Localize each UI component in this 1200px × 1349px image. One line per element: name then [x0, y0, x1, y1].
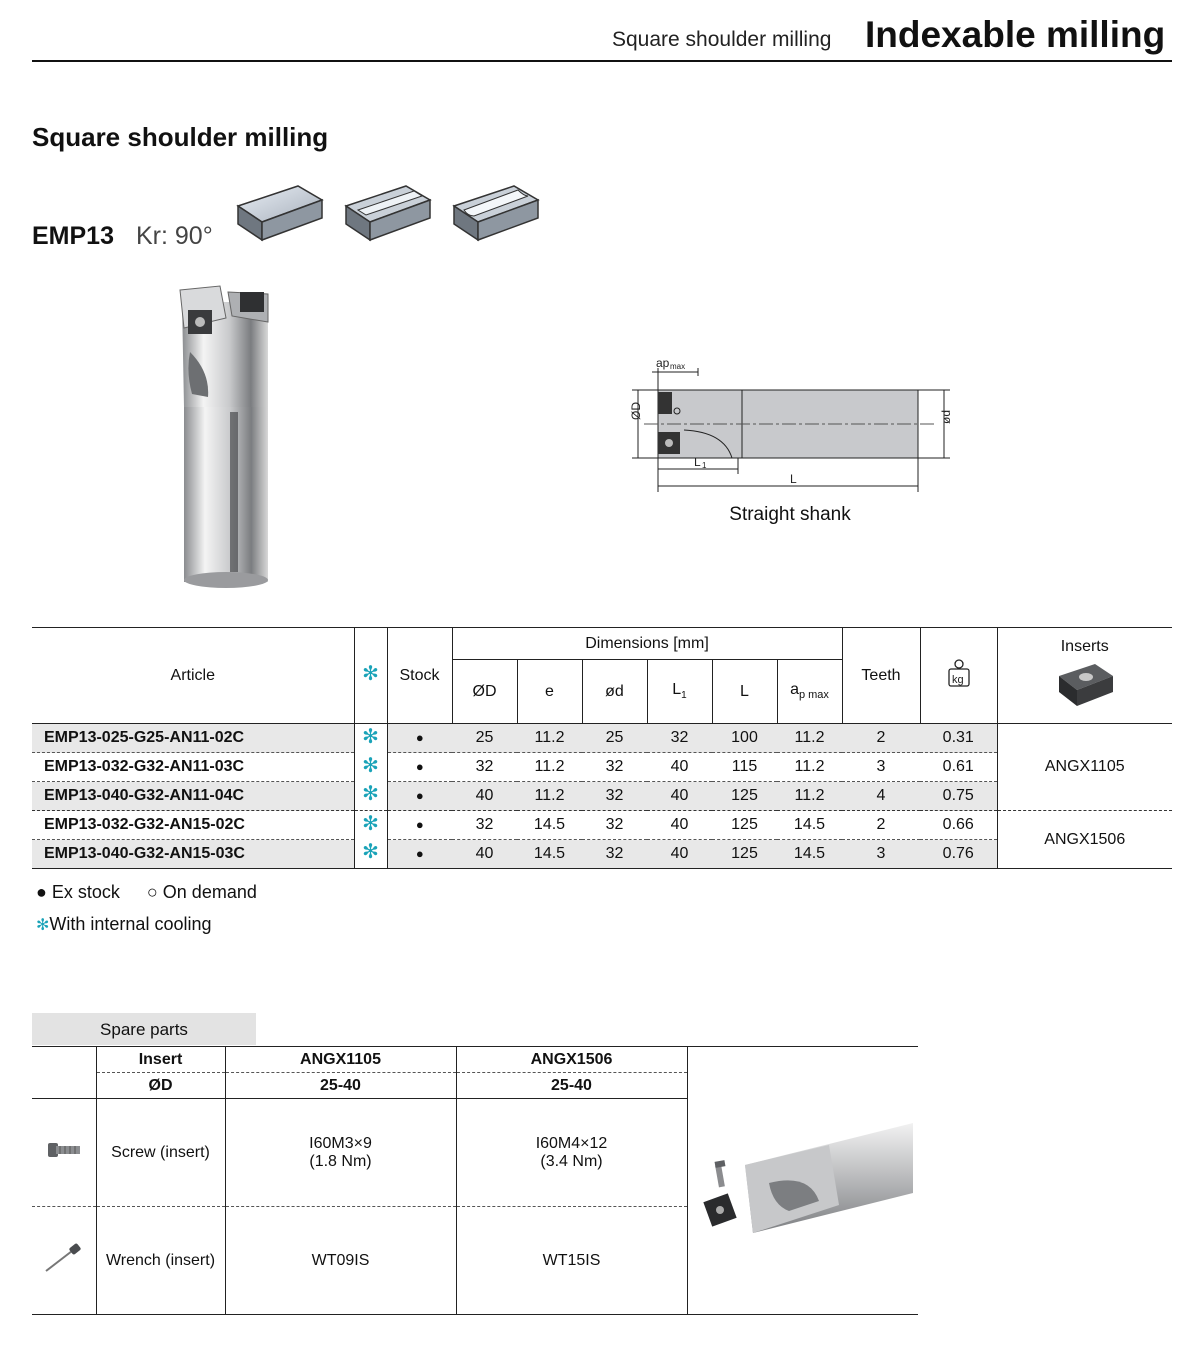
stock-cell [387, 753, 452, 782]
col-dimensions: Dimensions [mm] [452, 628, 842, 660]
slot-block-icon [452, 182, 542, 244]
weight-cell: 0.76 [920, 840, 997, 869]
stock-dot-icon: ● [415, 817, 424, 832]
L1-cell: 40 [647, 840, 712, 869]
teeth-cell: 3 [842, 840, 920, 869]
range-col-2: 25-40 [456, 1073, 687, 1099]
col-weight [920, 628, 997, 724]
cooling-icon: ✻ [362, 783, 379, 806]
teeth-cell: 2 [842, 811, 920, 840]
cooling-icon: ✻ [362, 663, 379, 685]
table-row [32, 724, 1172, 753]
D-cell: 32 [452, 753, 517, 782]
D-cell: 40 [452, 782, 517, 811]
stock-dot-icon: ● [415, 846, 424, 861]
col-L1 [647, 660, 712, 724]
article-table [32, 627, 1172, 869]
L1-cell: 40 [647, 811, 712, 840]
tool-drawing [614, 352, 954, 492]
wrench-icon [42, 1241, 86, 1275]
flat-block-icon [236, 182, 326, 244]
weight-cell: 0.61 [920, 753, 997, 782]
article-cell: EMP13-025-G25-AN11-02C [32, 724, 354, 753]
teeth-cell: 2 [842, 724, 920, 753]
stock-cell [387, 724, 452, 753]
L1-sub-label: 1 [702, 461, 707, 470]
L-cell: 125 [712, 811, 777, 840]
col-L1-label: L [672, 681, 682, 699]
ap-cell: 11.2 [777, 782, 842, 811]
stock-dot-icon: ● [415, 788, 424, 803]
D-cell: 32 [452, 811, 517, 840]
cooling-icon: ✻ [362, 725, 379, 748]
D-label: ØD [629, 402, 643, 420]
range-col-1: 25-40 [225, 1073, 456, 1099]
screw-part-2: I60M4×12 [535, 1134, 608, 1152]
cooling-cell [354, 724, 387, 753]
col-cooling [354, 628, 387, 724]
on-demand-legend: ○ On demand [146, 882, 257, 902]
cooling-icon: ✻ [36, 917, 50, 934]
col-D: ØD [452, 660, 517, 724]
d-label: ØD [96, 1073, 225, 1099]
col-ap-sub: p max [798, 689, 829, 702]
cooling-legend [36, 914, 212, 935]
article-cell: EMP13-040-G32-AN15-03C [32, 840, 354, 869]
article-cell: EMP13-032-G32-AN11-03C [32, 753, 354, 782]
col-teeth: Teeth [842, 628, 920, 724]
insert-group-cell: ANGX1105 [997, 724, 1172, 811]
L-cell: 125 [712, 782, 777, 811]
article-cell: EMP13-032-G32-AN15-02C [32, 811, 354, 840]
section-title: Square shoulder milling [32, 122, 329, 152]
L1-cell: 40 [647, 782, 712, 811]
teeth-cell: 4 [842, 782, 920, 811]
e-cell: 11.2 [517, 782, 582, 811]
stock-dot-icon: ● [415, 730, 424, 745]
d-cell: 32 [582, 782, 647, 811]
spare-parts-tab: Spare parts [32, 1013, 256, 1045]
col-d: ød [582, 660, 647, 724]
spare-parts-table [32, 1046, 918, 1315]
screw-icon-cell [32, 1099, 96, 1207]
e-cell: 14.5 [517, 840, 582, 869]
header-subtitle: Square shoulder milling [612, 28, 832, 51]
screw-torque-1: (1.8 Nm) [309, 1152, 372, 1170]
col-inserts [997, 628, 1172, 724]
insert-photo [1055, 662, 1115, 708]
d-cell: 25 [582, 724, 647, 753]
cooling-cell [354, 840, 387, 869]
weight-cell: 0.75 [920, 782, 997, 811]
step-block-icon [344, 182, 434, 244]
weight-icon-text: kg [951, 674, 964, 686]
cooling-cell [354, 782, 387, 811]
wrench-col-2: WT15IS [456, 1207, 687, 1315]
L1-cell: 32 [647, 724, 712, 753]
insert-col-1: ANGX1105 [225, 1047, 456, 1073]
ap-cell: 14.5 [777, 811, 842, 840]
e-cell: 11.2 [517, 753, 582, 782]
e-cell: 11.2 [517, 724, 582, 753]
D-cell: 25 [452, 724, 517, 753]
L-cell: 125 [712, 840, 777, 869]
screw-col-2 [456, 1099, 687, 1207]
inserts-header-label: Inserts [1060, 638, 1109, 655]
cooling-cell [354, 811, 387, 840]
ap-cell: 14.5 [777, 840, 842, 869]
spare-photo-cell [687, 1047, 918, 1315]
model-name: EMP13 [32, 222, 114, 250]
insert-group-cell: ANGX1506 [997, 811, 1172, 869]
screw-torque-2: (3.4 Nm) [540, 1152, 603, 1170]
header-rule [32, 60, 1172, 62]
end-mill-photo [170, 282, 280, 590]
stock-cell [387, 840, 452, 869]
d-label: ød [939, 409, 953, 424]
screw-label: Screw (insert) [96, 1099, 225, 1207]
weight-cell: 0.66 [920, 811, 997, 840]
header-title: Indexable milling [865, 14, 1166, 55]
stock-dot-icon: ● [415, 759, 424, 774]
wrench-label: Wrench (insert) [96, 1207, 225, 1315]
L1-cell: 40 [647, 753, 712, 782]
weight-icon [947, 658, 971, 688]
tool-assembly-photo [689, 1093, 917, 1263]
d-cell: 32 [582, 811, 647, 840]
D-cell: 40 [452, 840, 517, 869]
ap-cell: 11.2 [777, 724, 842, 753]
ap-label: ap [656, 356, 670, 370]
col-e: e [517, 660, 582, 724]
teeth-cell: 3 [842, 753, 920, 782]
drawing-caption: Straight shank [729, 504, 851, 525]
screw-icon [44, 1135, 84, 1165]
L-cell: 100 [712, 724, 777, 753]
cooling-legend-text: With internal cooling [49, 914, 212, 934]
e-cell: 14.5 [517, 811, 582, 840]
L1-label: L [694, 455, 701, 469]
col-ap [777, 660, 842, 724]
L-cell: 115 [712, 753, 777, 782]
col-article: Article [32, 628, 354, 724]
insert-col-2: ANGX1506 [456, 1047, 687, 1073]
ap-cell: 11.2 [777, 753, 842, 782]
stock-legend [36, 882, 279, 903]
d-cell: 32 [582, 753, 647, 782]
col-L: L [712, 660, 777, 724]
col-stock: Stock [387, 628, 452, 724]
stock-cell [387, 782, 452, 811]
table-row [32, 811, 1172, 840]
article-cell: EMP13-040-G32-AN11-04C [32, 782, 354, 811]
d-cell: 32 [582, 840, 647, 869]
stock-cell [387, 811, 452, 840]
wrench-icon-cell [32, 1207, 96, 1315]
L-label: L [790, 472, 797, 486]
cooling-cell [354, 753, 387, 782]
screw-part-1: I60M3×9 [309, 1134, 372, 1152]
cooling-icon: ✻ [362, 754, 379, 777]
cooling-icon: ✻ [362, 812, 379, 835]
kr-angle: Kr: 90° [136, 222, 213, 250]
wrench-col-1: WT09IS [225, 1207, 456, 1315]
cooling-icon: ✻ [362, 841, 379, 864]
col-L1-sub: 1 [681, 690, 687, 702]
col-ap-label: a [790, 681, 799, 699]
ex-stock-legend: ● Ex stock [36, 882, 120, 902]
screw-col-1 [225, 1099, 456, 1207]
insert-label: Insert [96, 1047, 225, 1073]
ap-sub-label: max [670, 362, 686, 371]
weight-cell: 0.31 [920, 724, 997, 753]
